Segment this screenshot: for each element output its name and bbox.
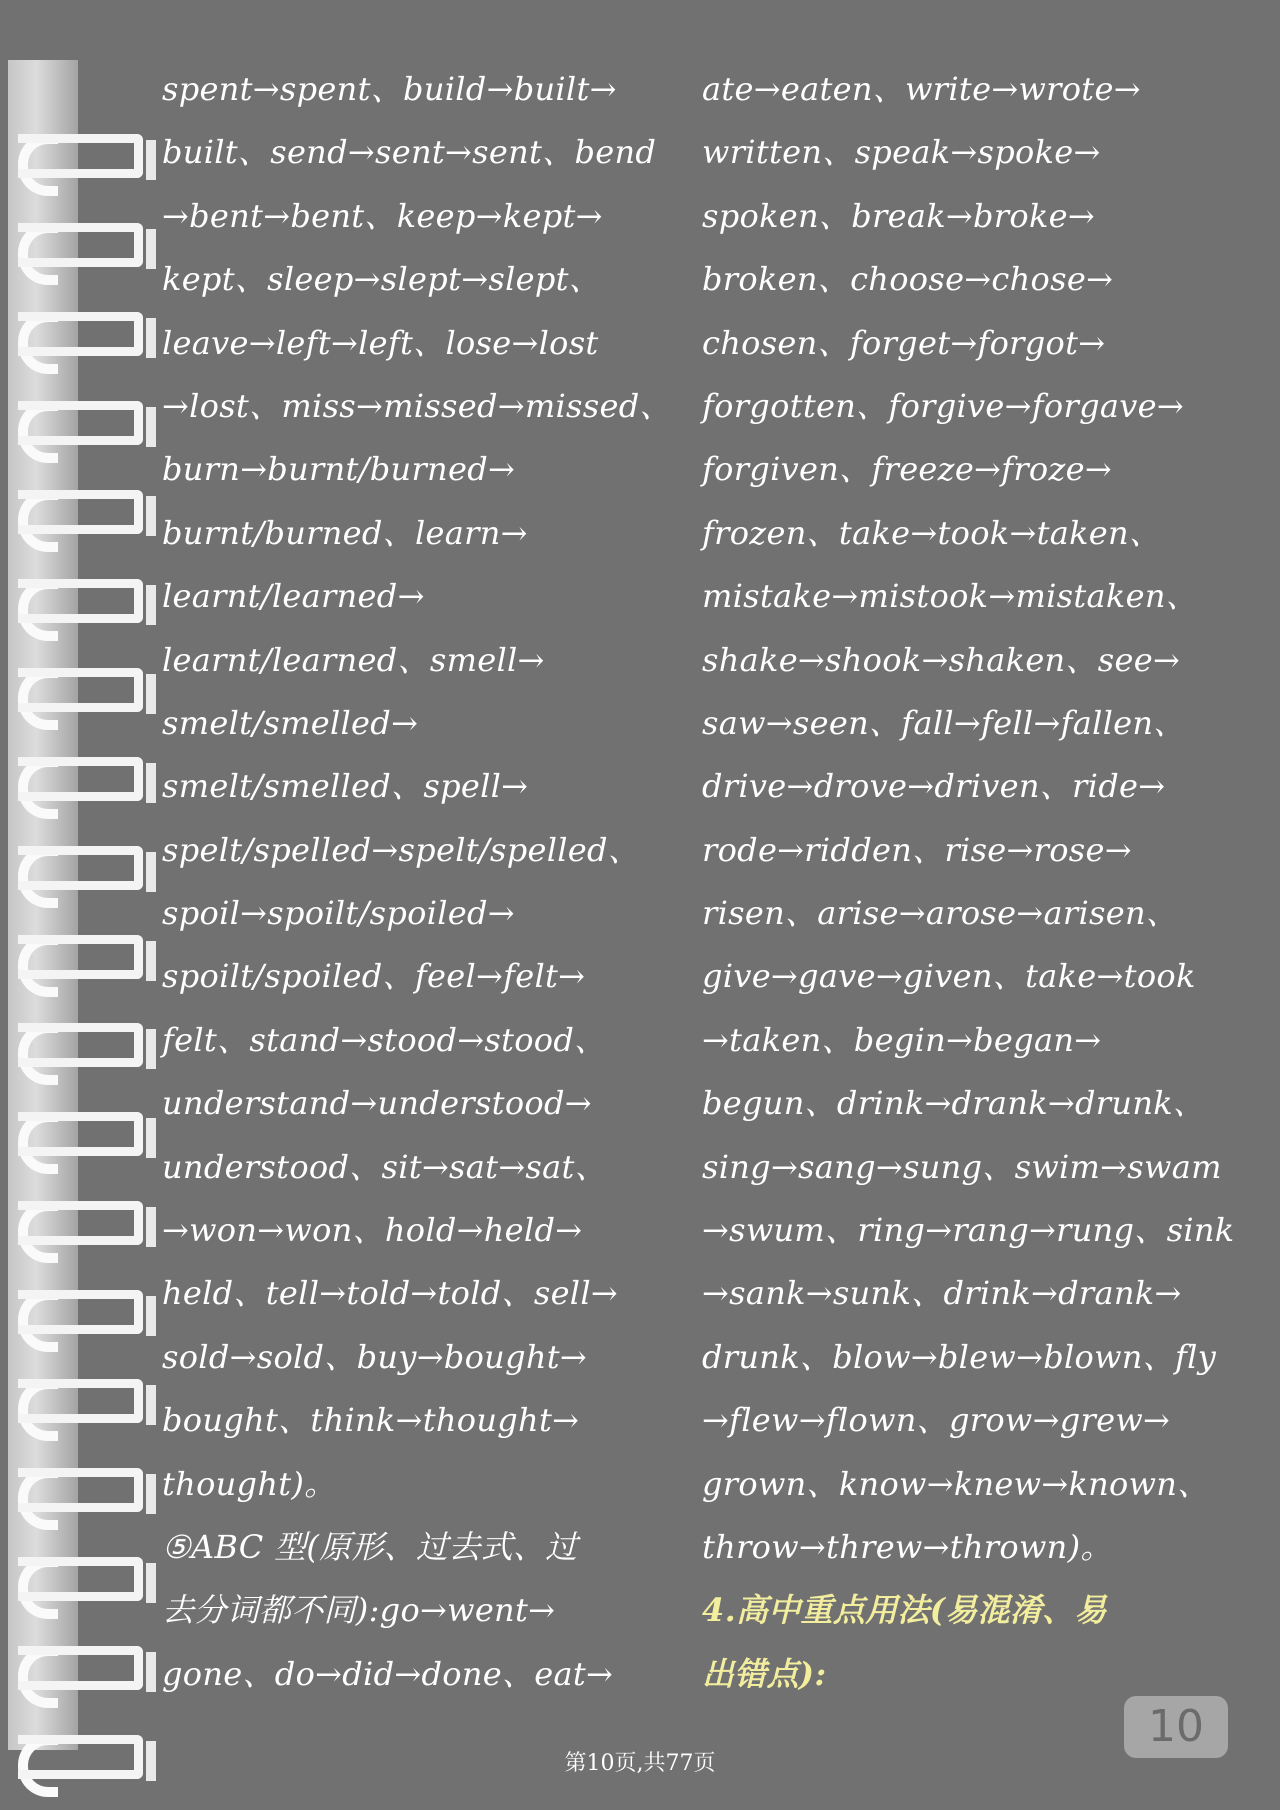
ring-loop: [18, 579, 143, 623]
right-column-line: written、speak→spoke→: [702, 133, 1101, 172]
ring-hole: [146, 496, 156, 536]
right-column-line: begun、drink→drank→drunk、: [702, 1084, 1206, 1123]
right-column: [702, 58, 1262, 1706]
ring-loop: [18, 1468, 143, 1512]
ring-loop: [18, 223, 143, 267]
ring-hole: [146, 1385, 156, 1425]
binding-ring: [18, 486, 158, 556]
ring-loop: [18, 1290, 143, 1334]
right-column-line: drunk、blow→blew→blown、fly: [702, 1337, 1217, 1376]
binding-ring: [18, 1642, 158, 1712]
left-column-line: gone、do→did→done、eat→: [162, 1654, 614, 1693]
ring-hole: [146, 407, 156, 447]
ring-loop: [18, 401, 143, 445]
ring-loop: [18, 1112, 143, 1156]
right-column-line: saw→seen、fall→fell→fallen、: [702, 703, 1186, 742]
ring-hole: [146, 229, 156, 269]
left-column-line: learnt/learned、smell→: [162, 640, 545, 679]
binding-ring: [18, 1286, 158, 1356]
ring-loop: [18, 490, 143, 534]
ring-hole: [146, 1563, 156, 1603]
right-column-line: drive→drove→driven、ride→: [702, 767, 1166, 806]
binding-ring: [18, 842, 158, 912]
right-column-line: risen、arise→arose→arisen、: [702, 894, 1179, 933]
right-column-line: →sank→sunk、drink→drank→: [702, 1274, 1182, 1313]
ring-hole: [146, 140, 156, 180]
ring-loop: [18, 935, 143, 979]
ring-loop: [18, 1023, 143, 1067]
binding-ring: [18, 1019, 158, 1089]
ring-hole: [146, 1296, 156, 1336]
ring-loop: [18, 846, 143, 890]
right-column-line: chosen、forget→forgot→: [702, 323, 1106, 362]
left-column-line: spelt/spelled→spelt/spelled、: [162, 830, 641, 869]
ring-hole: [146, 1118, 156, 1158]
right-column-line: frozen、take→took→taken、: [702, 513, 1162, 552]
left-column-line: smelt/smelled→: [162, 703, 419, 742]
section-heading-line: 出错点):: [702, 1654, 827, 1693]
ring-hole: [146, 1207, 156, 1247]
right-column-line: forgotten、forgive→forgave→: [702, 386, 1184, 425]
right-column-line: →taken、begin→began→: [702, 1020, 1102, 1059]
ring-loop: [18, 1201, 143, 1245]
right-column-line: sing→sang→sung、swim→swam: [702, 1147, 1222, 1186]
ring-hole: [146, 1652, 156, 1692]
ring-loop: [18, 134, 143, 178]
left-column-line: sold→sold、buy→bought→: [162, 1337, 588, 1376]
ring-hole: [146, 585, 156, 625]
right-column-line: →swum、ring→rang→rung、sink: [702, 1211, 1235, 1250]
ring-hole: [146, 763, 156, 803]
spiral-binding-icon: [8, 60, 158, 1750]
ring-hole: [146, 318, 156, 358]
left-column-line: 去分词都不同):go→went→: [162, 1591, 556, 1630]
binding-ring: [18, 664, 158, 734]
page-footer: 第10页,共77页: [564, 1751, 716, 1776]
left-column-line: understood、sit→sat→sat、: [162, 1147, 607, 1186]
left-column-line: held、tell→told→told、sell→: [162, 1274, 618, 1313]
binding-ring: [18, 219, 158, 289]
right-column-line: rode→ridden、rise→rose→: [702, 830, 1132, 869]
ring-hole: [146, 1029, 156, 1069]
left-column: [162, 58, 682, 1706]
left-column-line: bought、think→thought→: [162, 1401, 580, 1440]
ring-loop: [18, 1646, 143, 1690]
binding-ring: [18, 1553, 158, 1623]
left-column-line: spoilt/spoiled、feel→felt→: [162, 957, 586, 996]
left-column-line: burn→burnt/burned→: [162, 450, 516, 489]
right-column-line: ate→eaten、write→wrote→: [702, 70, 1141, 108]
left-column-line: thought)。: [162, 1464, 337, 1503]
page-number-badge: 10: [1124, 1696, 1228, 1758]
ring-loop: [18, 668, 143, 712]
left-column-line: →won→won、hold→held→: [162, 1211, 583, 1250]
right-column-line: broken、choose→chose→: [702, 260, 1114, 299]
ring-loop: [18, 757, 143, 801]
left-column-line: burnt/burned、learn→: [162, 513, 528, 552]
ring-hole: [146, 1474, 156, 1514]
left-column-line: spoil→spoilt/spoiled→: [162, 894, 515, 933]
section-heading-line: 4.高中重点用法(易混淆、易: [702, 1591, 1107, 1630]
right-column-line: grown、know→knew→known、: [702, 1464, 1210, 1503]
left-column-line: felt、stand→stood→stood、: [162, 1020, 607, 1059]
right-column-line: mistake→mistook→mistaken、: [702, 577, 1199, 616]
left-column-line: smelt/smelled、spell→: [162, 767, 529, 806]
ring-loop: [18, 1379, 143, 1423]
binding-ring: [18, 931, 158, 1001]
binding-ring: [18, 753, 158, 823]
binding-ring: [18, 1375, 158, 1445]
left-column-line: kept、sleep→slept→slept、: [162, 260, 602, 299]
left-column-line: spent→spent、build→built→: [162, 70, 617, 108]
ring-hole: [146, 674, 156, 714]
ring-hole: [146, 852, 156, 892]
binding-ring: [18, 575, 158, 645]
binding-ring: [18, 397, 158, 467]
left-column-line: →lost、miss→missed→missed、: [162, 386, 672, 425]
left-column-line: understand→understood→: [162, 1084, 592, 1123]
ring-loop: [18, 312, 143, 356]
binding-ring: [18, 1197, 158, 1267]
ring-loop: [18, 1557, 143, 1601]
right-column-line: give→gave→given、take→took: [702, 957, 1196, 996]
ring-hole: [146, 941, 156, 981]
right-column-line: shake→shook→shaken、see→: [702, 640, 1181, 679]
right-column-line: →flew→flown、grow→grew→: [702, 1401, 1171, 1440]
left-column-line: built、send→sent→sent、bend: [162, 133, 657, 172]
right-column-line: spoken、break→broke→: [702, 196, 1095, 235]
binding-ring: [18, 1108, 158, 1178]
binding-ring: [18, 308, 158, 378]
left-column-line: ⑤ABC 型(原形、过去式、过: [162, 1527, 578, 1566]
left-column-line: leave→left→left、lose→lost: [162, 323, 599, 362]
binding-ring: [18, 1464, 158, 1534]
right-column-line: throw→threw→thrown)。: [702, 1527, 1113, 1566]
right-column-line: forgiven、freeze→froze→: [702, 450, 1112, 489]
left-column-line: learnt/learned→: [162, 577, 425, 616]
left-column-line: →bent→bent、keep→kept→: [162, 196, 603, 235]
binding-ring: [18, 130, 158, 200]
